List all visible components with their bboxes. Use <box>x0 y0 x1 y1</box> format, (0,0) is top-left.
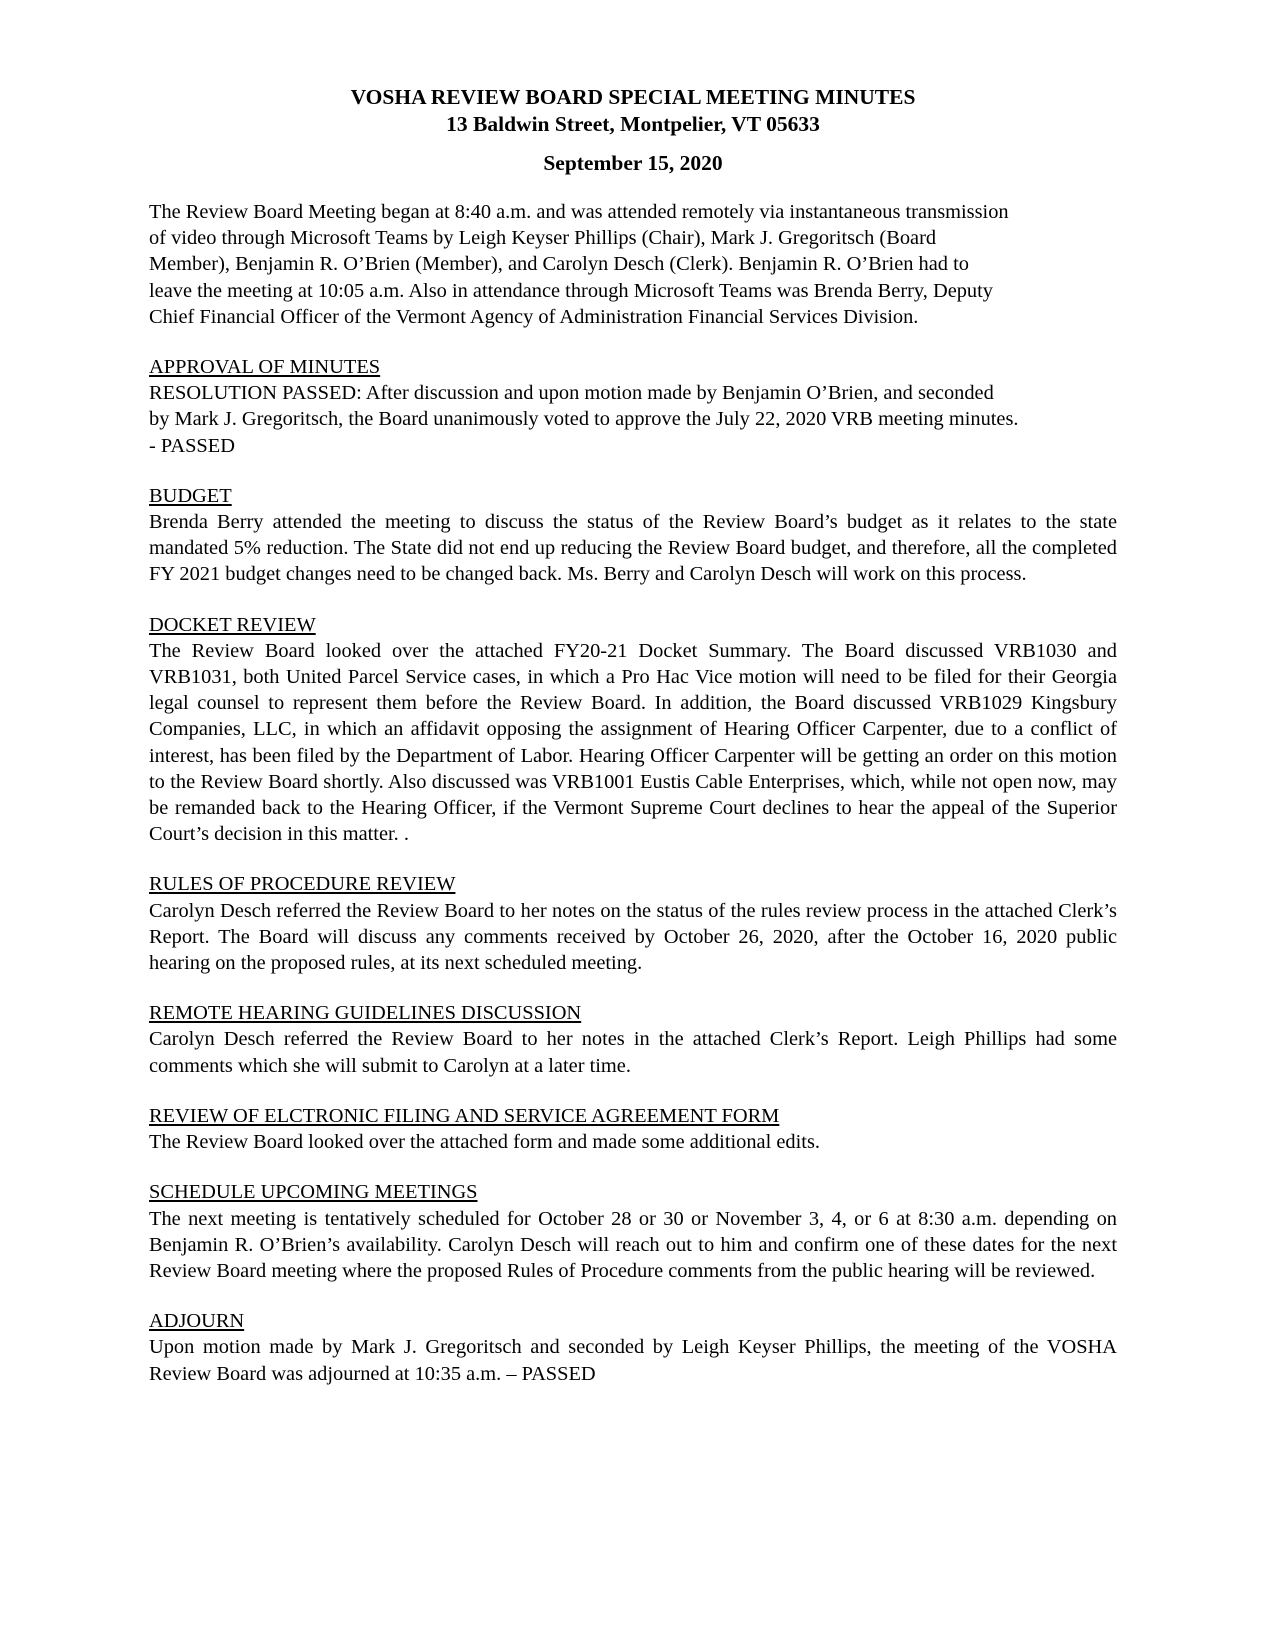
document-title: VOSHA REVIEW BOARD SPECIAL MEETING MINUTES <box>350 85 916 109</box>
section-heading: RULES OF PROCEDURE REVIEW <box>149 873 456 896</box>
approval-line: by Mark J. Gregoritsch, the Board unanimously voted to approve the July 22, 2020 VRB meeting minutes. <box>149 408 1019 431</box>
document-address: 13 Baldwin Street, Montpelier, VT 05633 <box>446 112 820 136</box>
section-heading: DOCKET REVIEW <box>149 613 316 636</box>
section-text: Brenda Berry attended the meeting to discuss the status of the Review Board’s budget as it relates to the state mandated 5% reduction. The State did not end up reducing the Review Board budget, and therefore, all the completed FY 2021 budget changes need to be changed back. Ms. Berry and Carolyn Desch will work on this process. <box>149 511 1117 586</box>
section-electronic-filing <box>149 1103 1117 1155</box>
section-text: Carolyn Desch referred the Review Board to her notes in the attached Clerk’s Report. Leigh Phillips had some comments which she will submit to Carolyn at a later time. <box>149 1028 1117 1077</box>
section-text: The Review Board looked over the attached FY20-21 Docket Summary. The Board discussed VRB1030 and VRB1031, both United Parcel Service cases, in which a Pro Hac Vice motion will need to be filed for their Georgia legal counsel to represent them before the Review Board. In addition, the Board discussed VRB1029 Kingsbury Companies, LLC, in which an affidavit opposing the assignment of Hearing Officer Carpenter, due to a conflict of interest, has been filed by the Department of Labor. Hearing Officer Carpenter will be getting an order on this motion to the Review Board shortly. Also discussed was VRB1001 Eustis Cable Enterprises, which, while not open now, may be remanded back to the Hearing Officer, if the Vermont Supreme Court declines to hear the appeal of the Superior Court’s decision in this matter. . <box>149 639 1117 846</box>
section-text: The next meeting is tentatively scheduled for October 28 or 30 or November 3, 4, or 6 at 8:30 a.m. depending on Benjamin R. O’Brien’s availability. Carolyn Desch will reach out to him and confirm one of these dates for the next Review Board meeting where the proposed Rules of Procedure comments from the public hearing will be reviewed. <box>149 1207 1117 1282</box>
intro-line: Member), Benjamin R. O’Brien (Member), and Carolyn Desch (Clerk). Benjamin R. O’Brien had to <box>149 253 969 276</box>
section-schedule-meetings <box>149 1179 1117 1284</box>
intro-paragraph <box>149 199 1117 330</box>
section-text: The Review Board looked over the attached form and made some additional edits. <box>149 1131 820 1154</box>
section-remote-hearing <box>149 1000 1117 1079</box>
intro-line: of video through Microsoft Teams by Leigh Keyser Phillips (Chair), Mark J. Gregoritsch (Board <box>149 227 937 250</box>
intro-line: leave the meeting at 10:05 a.m. Also in attendance through Microsoft Teams was Brenda Berry, Deputy <box>149 279 993 302</box>
section-heading: REMOTE HEARING GUIDELINES DISCUSSION <box>149 1002 582 1025</box>
section-heading: SCHEDULE UPCOMING MEETINGS <box>149 1181 478 1204</box>
meeting-date: September 15, 2020 <box>543 151 723 175</box>
section-heading: APPROVAL OF MINUTES <box>149 356 381 379</box>
section-heading: ADJOURN <box>149 1310 245 1333</box>
section-heading: BUDGET <box>149 484 232 507</box>
section-rules-of-procedure <box>149 871 1117 976</box>
approval-line: RESOLUTION PASSED: After discussion and upon motion made by Benjamin O’Brien, and seconded <box>149 382 994 405</box>
intro-line: The Review Board Meeting began at 8:40 a.m. and was attended remotely via instantaneous transmission <box>149 201 1009 223</box>
section-text: Carolyn Desch referred the Review Board to her notes on the status of the rules review process in the attached Clerk’s Report. The Board will discuss any comments received by October 26, 2020, after the October 16, 2020 public hearing on the proposed rules, at its next scheduled meeting. <box>149 899 1117 975</box>
section-budget <box>149 483 1117 588</box>
minutes-document <box>149 84 1117 1387</box>
approval-line: - PASSED <box>149 434 235 457</box>
intro-line: Chief Financial Officer of the Vermont Agency of Administration Financial Services Division. <box>149 305 919 328</box>
section-text: Upon motion made by Mark J. Gregoritsch and seconded by Leigh Keyser Phillips, the meeting of the VOSHA Review Board was adjourned at 10:35 a.m. – PASSED <box>149 1336 1117 1385</box>
section-docket-review <box>149 612 1117 848</box>
section-approval-of-minutes <box>149 354 1117 459</box>
section-heading: REVIEW OF ELCTRONIC FILING AND SERVICE AGREEMENT FORM <box>149 1104 780 1127</box>
section-adjourn <box>149 1308 1117 1387</box>
